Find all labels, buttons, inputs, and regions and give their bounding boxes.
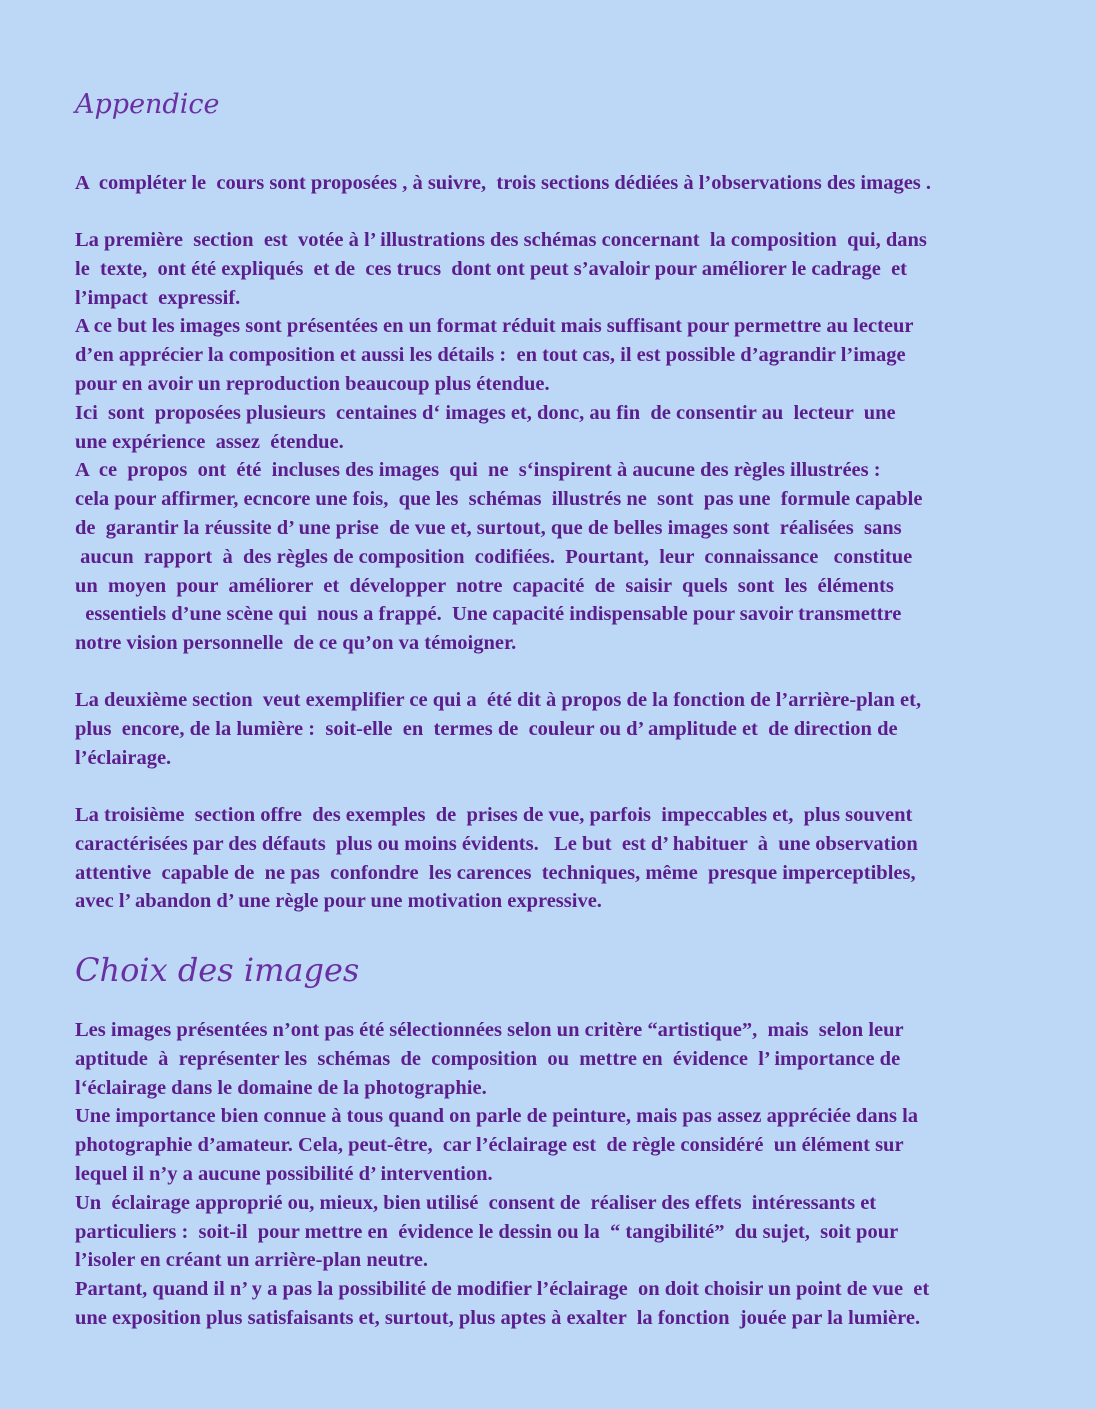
paragraph-line: l‘éclairage dans le domaine de la photographie. <box>75 1076 487 1099</box>
paragraph-line: attentive capable de ne pas confondre les carences techniques, même presque imperceptibles, <box>75 861 916 884</box>
paragraph-line: Un éclairage approprié ou, mieux, bien utilisé consent de réaliser des effets intéressants et <box>75 1191 877 1214</box>
paragraph-line: l’isoler en créant un arrière-plan neutre. <box>75 1249 428 1272</box>
intro-paragraph <box>75 169 1085 198</box>
paragraph-line: Partant, quand il n’ y a pas la possibilité de modifier l’éclairage on doit choisir un point de vue et <box>75 1278 930 1301</box>
paragraph-line: notre vision personnelle de ce qu’on va témoigner. <box>75 632 517 655</box>
paragraph-line: A ce but les images sont présentées en un format réduit mais suffisant pour permettre au lecteur <box>75 315 914 338</box>
paragraph-line: une exposition plus satisfaisants et, surtout, plus aptes à exalter la fonction jouée par la lumière. <box>75 1306 921 1329</box>
section-title-appendice: Appendice <box>75 89 220 120</box>
paragraph-line: l’éclairage. <box>75 746 172 769</box>
paragraph-line: aptitude à représenter les schémas de composition ou mettre en évidence l’ importance de <box>75 1047 901 1070</box>
paragraph-line: particuliers : soit-il pour mettre en évidence le dessin ou la “ tangibilité” du sujet, soit pour <box>75 1220 899 1243</box>
paragraph-line: lequel il n’y a aucune possibilité d’ intervention. <box>75 1162 493 1185</box>
paragraph-line: l’impact expressif. <box>75 286 241 309</box>
paragraph-line: plus encore, de la lumière : soit-elle en termes de couleur ou d’ amplitude et de direction de <box>75 717 898 740</box>
paragraph-line: avec l’ abandon d’ une règle pour une motivation expressive. <box>75 890 602 913</box>
paragraph-line: un moyen pour améliorer et développer notre capacité de saisir quels sont les éléments <box>75 574 894 597</box>
paragraph-first-section <box>75 226 1085 658</box>
paragraph-line: photographie d’amateur. Cela, peut-être, car l’éclairage est de règle considéré un élément sur <box>75 1134 904 1157</box>
paragraph-line: aucun rapport à des règles de composition codifiées. Pourtant, leur connaissance constitue <box>75 545 913 568</box>
paragraph-line: Une importance bien connue à tous quand on parle de peinture, mais pas assez appréciée dans la <box>75 1105 919 1128</box>
paragraph-choix-des-images <box>75 1016 1085 1333</box>
paragraph-line: le texte, ont été expliqués et de ces trucs dont ont peut s’avaloir pour améliorer le cadrage et <box>75 257 908 280</box>
paragraph-line: La première section est votée à l’ illustrations des schémas concernant la composition qui, dans <box>75 229 927 251</box>
paragraph-line: A ce propos ont été incluses des images qui ne s‘inspirent à aucune des règles illustrées : <box>75 459 881 482</box>
paragraph-third-section <box>75 801 1085 916</box>
paragraph-line: de garantir la réussite d’ une prise de vue et, surtout, que de belles images sont réalisées sans <box>75 516 902 539</box>
paragraph-line: A compléter le cours sont proposées , à suivre, trois sections dédiées à l’observations des images . <box>75 172 932 194</box>
paragraph-line: La troisième section offre des exemples de prises de vue, parfois impeccables et, plus souvent <box>75 804 913 826</box>
paragraph-line: essentiels d’une scène qui nous a frappé. Une capacité indispensable pour savoir transmettre <box>75 603 902 626</box>
paragraph-line: cela pour affirmer, ecncore une fois, que les schémas illustrés ne sont pas une formule capable <box>75 488 923 511</box>
paragraph-line: pour en avoir un reproduction beaucoup plus étendue. <box>75 372 550 395</box>
paragraph-second-section <box>75 686 1085 772</box>
paragraph-line: Les images présentées n’ont pas été sélectionnées selon un critère “artistique”, mais selon leur <box>75 1019 904 1041</box>
paragraph-line: d’en apprécier la composition et aussi les détails : en tout cas, il est possible d’agrandir l’image <box>75 344 906 367</box>
paragraph-line: une expérience assez étendue. <box>75 430 344 453</box>
section-title-choix-des-images: Choix des images <box>75 951 360 989</box>
paragraph-line: La deuxième section veut exemplifier ce qui a été dit à propos de la fonction de l’arrière-plan et, <box>75 689 922 711</box>
paragraph-line: caractérisées par des défauts plus ou moins évidents. Le but est d’ habituer à une observation <box>75 832 918 855</box>
paragraph-line: Ici sont proposées plusieurs centaines d‘ images et, donc, au fin de consentir au lecteur une <box>75 401 896 424</box>
